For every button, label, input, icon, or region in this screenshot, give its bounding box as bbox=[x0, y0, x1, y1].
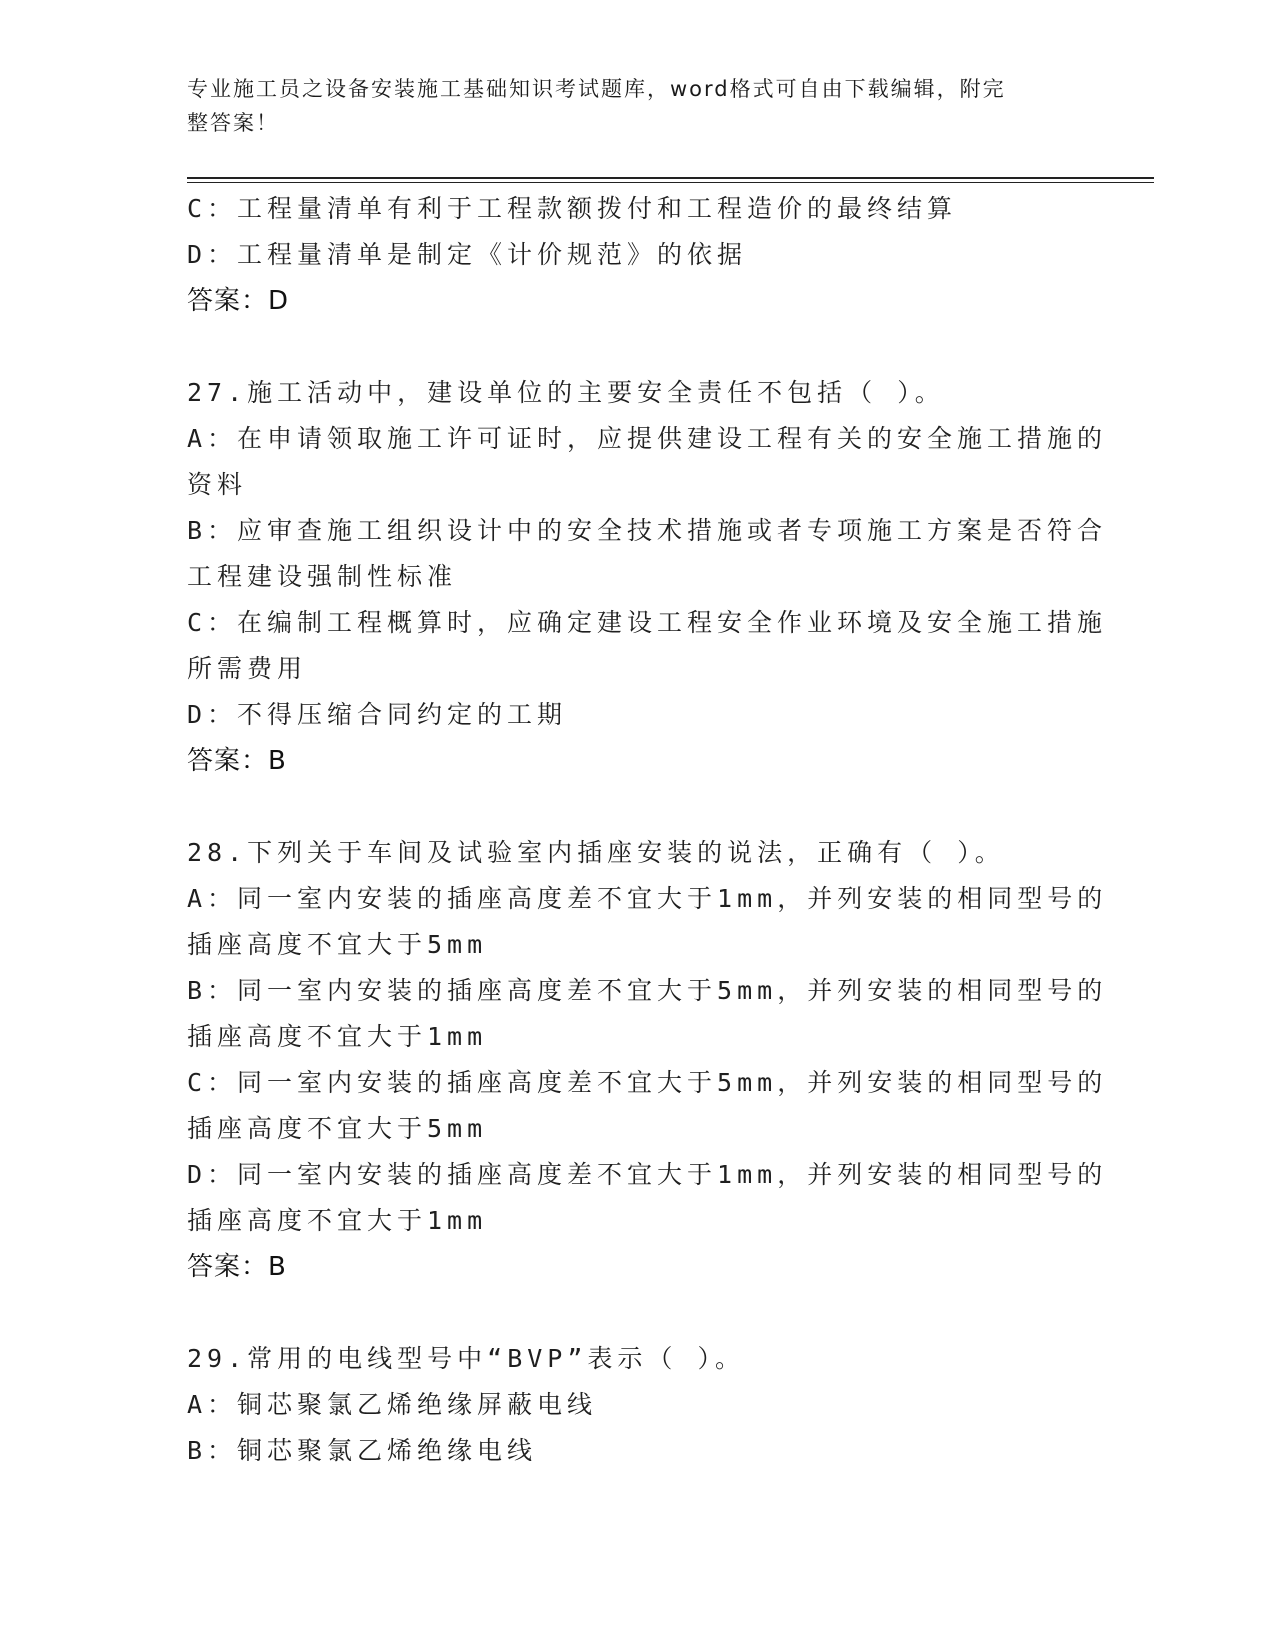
spacer bbox=[187, 784, 1087, 830]
option-d: D：不得压缩合同约定的工期 bbox=[187, 700, 568, 729]
answer: 答案：B bbox=[187, 746, 287, 776]
option-c: C：在编制工程概算时，应确定建设工程安全作业环境及安全施工措施 bbox=[187, 608, 1108, 637]
option-b: B：同一室内安装的插座高度差不宜大于5mm，并列安装的相同型号的 bbox=[187, 976, 1108, 1005]
question-26-continued bbox=[187, 186, 1087, 324]
option-a-continued: 插座高度不宜大于5mm bbox=[187, 930, 488, 959]
question-stem: 29.常用的电线型号中“BVP”表示（ ）。 bbox=[187, 1344, 745, 1373]
option-d-continued: 插座高度不宜大于1mm bbox=[187, 1206, 488, 1235]
option-a: A：铜芯聚氯乙烯绝缘屏蔽电线 bbox=[187, 1390, 598, 1419]
option-c: C：工程量清单有利于工程款额拨付和工程造价的最终结算 bbox=[187, 194, 958, 223]
question-29 bbox=[187, 1336, 1087, 1474]
question-27 bbox=[187, 370, 1108, 784]
option-c-continued: 所需费用 bbox=[187, 654, 308, 683]
header-line-1: 专业施工员之设备安装施工基础知识考试题库，word格式可自由下载编辑，附完 bbox=[187, 77, 1006, 101]
answer: 答案：D bbox=[187, 286, 290, 316]
header-divider-thick bbox=[187, 177, 1154, 179]
answer: 答案：B bbox=[187, 1252, 287, 1282]
document-body bbox=[187, 186, 1108, 1474]
option-a-continued: 资料 bbox=[187, 470, 248, 499]
spacer bbox=[187, 1290, 1087, 1336]
option-d: D：同一室内安装的插座高度差不宜大于1mm，并列安装的相同型号的 bbox=[187, 1160, 1108, 1189]
option-b-continued: 插座高度不宜大于1mm bbox=[187, 1022, 488, 1051]
question-28 bbox=[187, 830, 1108, 1290]
option-b-continued: 工程建设强制性标准 bbox=[187, 562, 458, 591]
spacer bbox=[187, 324, 1087, 370]
option-a: A：同一室内安装的插座高度差不宜大于1mm，并列安装的相同型号的 bbox=[187, 884, 1108, 913]
header-line-2: 整答案！ bbox=[187, 111, 279, 135]
option-d: D：工程量清单是制定《计价规范》的依据 bbox=[187, 240, 748, 269]
question-stem: 28.下列关于车间及试验室内插座安装的说法，正确有（ ）。 bbox=[187, 838, 1005, 867]
option-c-continued: 插座高度不宜大于5mm bbox=[187, 1114, 488, 1143]
question-stem: 27.施工活动中，建设单位的主要安全责任不包括（ ）。 bbox=[187, 378, 945, 407]
option-b: B：应审查施工组织设计中的安全技术措施或者专项施工方案是否符合 bbox=[187, 516, 1108, 545]
option-b: B：铜芯聚氯乙烯绝缘电线 bbox=[187, 1436, 538, 1465]
option-a: A：在申请领取施工许可证时，应提供建设工程有关的安全施工措施的 bbox=[187, 424, 1108, 453]
document-header bbox=[187, 72, 1067, 140]
header-divider-thin bbox=[187, 182, 1154, 183]
option-c: C：同一室内安装的插座高度差不宜大于5mm，并列安装的相同型号的 bbox=[187, 1068, 1108, 1097]
